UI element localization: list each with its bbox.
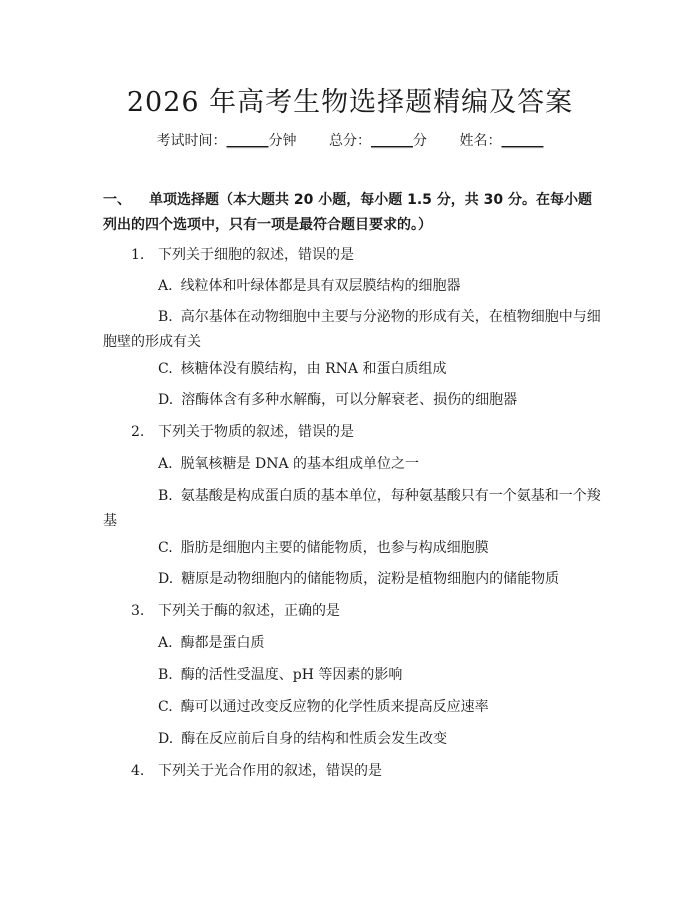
question-number: 1. [131, 247, 145, 263]
option-text: 糖原是动物细胞内的储能物质，淀粉是植物细胞内的储能物质 [181, 571, 560, 587]
question-number: 2. [131, 424, 145, 440]
option-item [158, 727, 447, 752]
option-item [158, 631, 265, 656]
option-label: A. [158, 635, 173, 651]
option-text: 线粒体和叶绿体都是具有双层膜结构的细胞器 [180, 278, 461, 294]
score-field [329, 133, 427, 149]
score-label: 总分： [329, 133, 371, 149]
question-number: 3. [131, 603, 145, 619]
name-field [459, 133, 543, 149]
option-label: C. [158, 540, 173, 556]
option-text: 酶在反应前后自身的结构和性质会发生改变 [181, 731, 448, 747]
option-item [158, 357, 446, 382]
option-item [103, 305, 603, 355]
time-field [157, 133, 297, 149]
option-text: 酶可以通过改变反应物的化学性质来提高反应速率 [180, 699, 489, 715]
option-text: 高尔基体在动物细胞中主要与分泌物的形成有关，在植物细胞中与细胞壁的形成有关 [103, 309, 601, 350]
option-item [158, 388, 517, 413]
option-text: 核糖体没有膜结构，由 RNA 和蛋白质组成 [180, 361, 447, 377]
option-text: 酶都是蛋白质 [180, 635, 265, 651]
option-text: 脂肪是细胞内主要的储能物质，也参与构成细胞膜 [180, 540, 489, 556]
option-label: B. [158, 488, 173, 504]
time-label: 考试时间： [156, 133, 227, 149]
option-label: B. [158, 667, 173, 683]
score-blank: ______ [371, 133, 413, 149]
name-blank: ______ [501, 133, 544, 149]
option-text: 氨基酸是构成蛋白质的基本单位，每种氨基酸只有一个氨基和一个羧基 [103, 488, 601, 529]
time-unit: 分钟 [268, 133, 297, 149]
option-text: 酶的活性受温度、pH 等因素的影响 [180, 667, 403, 683]
question-stem [131, 243, 354, 268]
question-stem [131, 759, 382, 784]
time-blank: ______ [226, 133, 269, 149]
section-number: 一、 [103, 192, 131, 208]
score-unit: 分 [413, 133, 427, 149]
page-title: 2026 年高考生物选择题精编及答案 [126, 87, 574, 118]
option-label: D. [158, 571, 174, 587]
option-label: C. [158, 699, 173, 715]
section-heading [103, 188, 603, 238]
section-text: 单项选择题（本大题共 20 小题，每小题 1.5 分，共 30 分。在每小题列出的四个选项中，只有一项是最符合题目要求的。） [103, 192, 593, 233]
option-label: C. [158, 361, 173, 377]
option-item [158, 274, 461, 299]
option-text: 脱氧核糖是 DNA 的基本组成单位之一 [180, 456, 420, 472]
option-item [103, 484, 603, 534]
question-text: 下列关于物质的叙述，错误的是 [158, 424, 354, 440]
question-number: 4. [131, 763, 145, 779]
option-item [158, 663, 402, 688]
option-item [158, 536, 489, 561]
option-label: B. [158, 309, 173, 325]
exam-meta [0, 130, 700, 150]
option-item [158, 452, 419, 477]
option-item [158, 567, 559, 592]
option-label: A. [158, 456, 173, 472]
option-text: 溶酶体含有多种水解酶，可以分解衰老、损伤的细胞器 [181, 392, 518, 408]
question-stem [131, 420, 354, 445]
option-label: D. [158, 392, 174, 408]
option-label: A. [158, 278, 173, 294]
question-text: 下列关于酶的叙述，正确的是 [158, 603, 340, 619]
question-text: 下列关于细胞的叙述，错误的是 [158, 247, 354, 263]
question-stem [131, 599, 340, 624]
option-item [158, 695, 489, 720]
option-label: D. [158, 731, 174, 747]
question-text: 下列关于光合作用的叙述，错误的是 [158, 763, 382, 779]
name-label: 姓名： [459, 133, 502, 149]
